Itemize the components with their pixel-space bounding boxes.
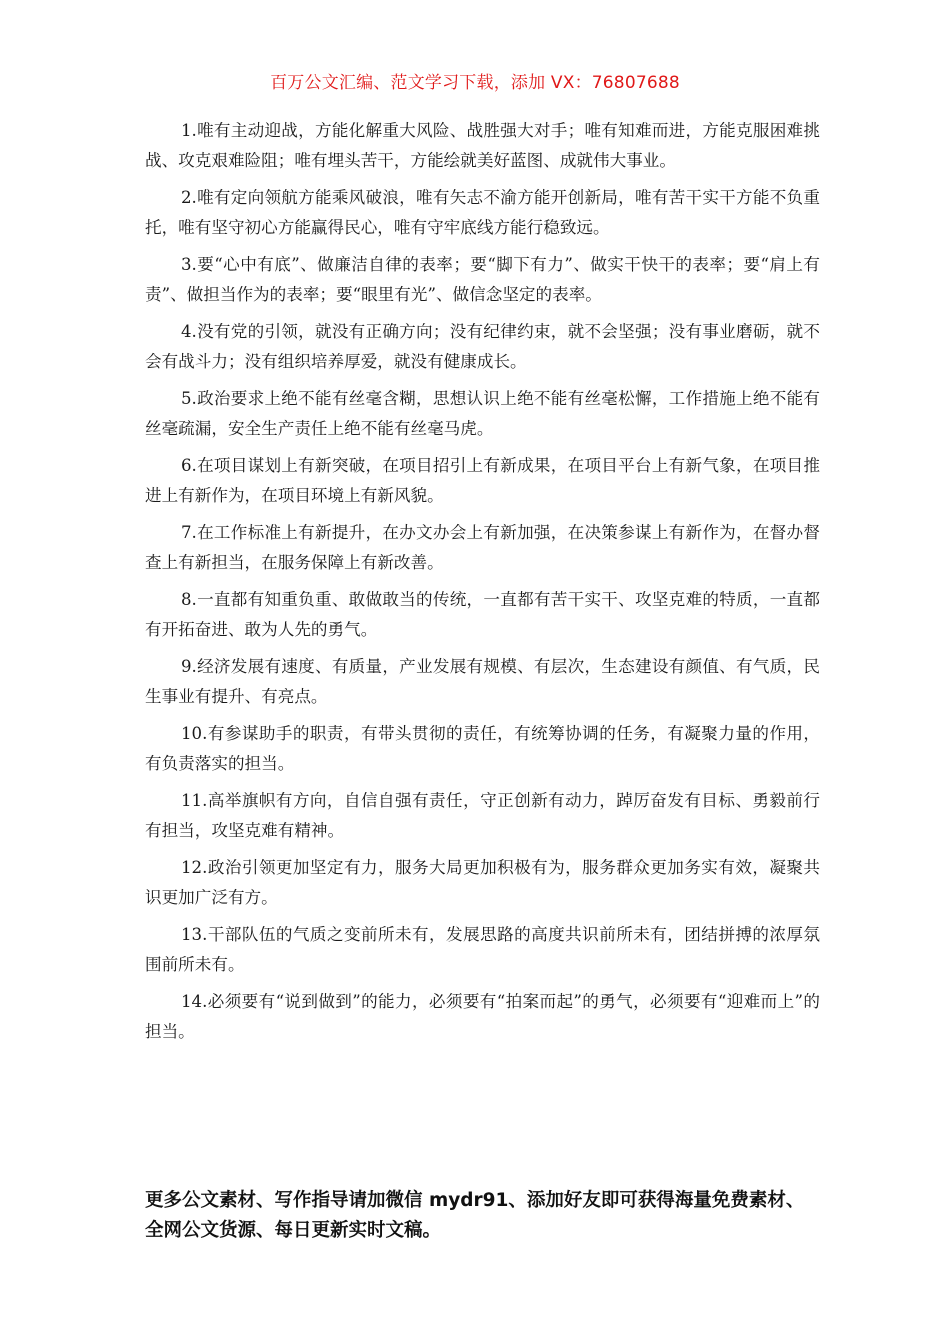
paragraph-2: 2.唯有定向领航方能乘风破浪，唯有矢志不渝方能开创新局，唯有苦干实干方能不负重托，唯有坚守初心方能赢得民心，唯有守牢底线方能行稳致远。 [145,188,820,237]
paragraph-10: 10.有参谋助手的职责，有带头贯彻的责任，有统筹协调的任务，有凝聚力量的作用，有负责落实的担当。 [145,724,820,773]
paragraph-1: 1.唯有主动迎战，方能化解重大风险、战胜强大对手；唯有知难而进，方能克服困难挑战、攻克艰难险阻；唯有埋头苦干，方能绘就美好蓝图、成就伟大事业。 [145,121,820,170]
promo-header: 百万公文汇编、范文学习下载，添加 VX：76807688 [270,73,680,93]
paragraph-14: 14.必须要有“说到做到”的能力，必须要有“拍案而起”的勇气，必须要有“迎难而上”的担当。 [145,992,820,1041]
paragraph-11: 11.高举旗帜有方向，自信自强有责任，守正创新有动力，踔厉奋发有目标、勇毅前行有担当，攻坚克难有精神。 [145,791,820,840]
paragraph-7: 7.在工作标准上有新提升，在办文办会上有新加强，在决策参谋上有新作为，在督办督查上有新担当，在服务保障上有新改善。 [145,523,820,572]
document-body [145,116,820,1054]
paragraph-9: 9.经济发展有速度、有质量，产业发展有规模、有层次，生态建设有颜值、有气质，民生事业有提升、有亮点。 [145,657,820,706]
promo-footer: 更多公文素材、写作指导请加微信 mydr91、添加好友即可获得海量免费素材、全网公文货源、每日更新实时文稿。 [145,1190,805,1241]
paragraph-3: 3.要“心中有底”、做廉洁自律的表率；要“脚下有力”、做实干快干的表率；要“肩上有责”、做担当作为的表率；要“眼里有光”、做信念坚定的表率。 [145,255,820,304]
paragraph-4: 4.没有党的引领，就没有正确方向；没有纪律约束，就不会坚强；没有事业磨砺，就不会有战斗力；没有组织培养厚爱，就没有健康成长。 [145,322,820,371]
paragraph-13: 13.干部队伍的气质之变前所未有，发展思路的高度共识前所未有，团结拼搏的浓厚氛围前所未有。 [145,925,820,974]
paragraph-8: 8.一直都有知重负重、敢做敢当的传统，一直都有苦干实干、攻坚克难的特质，一直都有开拓奋进、敢为人先的勇气。 [145,590,820,639]
paragraph-12: 12.政治引领更加坚定有力，服务大局更加积极有为，服务群众更加务实有效，凝聚共识更加广泛有方。 [145,858,820,907]
paragraph-5: 5.政治要求上绝不能有丝毫含糊，思想认识上绝不能有丝毫松懈，工作措施上绝不能有丝毫疏漏，安全生产责任上绝不能有丝毫马虎。 [145,389,820,438]
paragraph-6: 6.在项目谋划上有新突破，在项目招引上有新成果，在项目平台上有新气象，在项目推进上有新作为，在项目环境上有新风貌。 [145,456,820,505]
